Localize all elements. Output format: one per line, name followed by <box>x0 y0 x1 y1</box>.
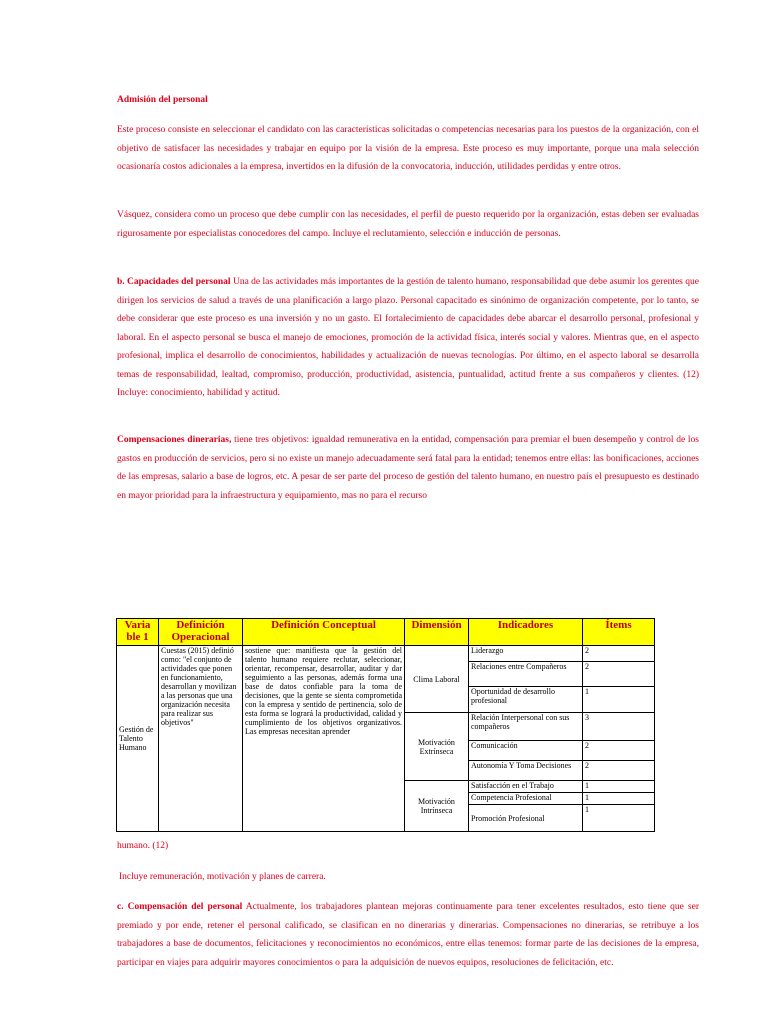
dimension-clima-laboral: Clima Laboral <box>405 646 469 713</box>
paragraph-capacidades <box>117 273 699 403</box>
paragraph-compensacion-personal <box>117 898 699 972</box>
item-cell: 2 <box>583 646 655 662</box>
header-def-conceptual: Definición Conceptual <box>243 619 405 646</box>
paragraph-admision-1: Este proceso consiste en seleccionar el candidato con las características solicitadas o competencias necesarias para los puestos de la organización, con el objetivo de satisfacer las necesidades y trabajar en equipo por la visión de la empresa. Este proceso es muy importante, porque una mala selección ocasionaría costos adicionales a la empresa, invertidos en la difusión de la convocatoria, inducción, utilidades perdidas y entre otros. <box>117 125 699 172</box>
def-operacional-cell: Cuestas (2015) definió como: "el conjunto de actividades que ponen en funcionamiento, desarrollan y movilizan a las personas que una organización necesita para realizar sus objetivos" <box>159 646 243 832</box>
capacidades-text: Una de las actividades más importantes de la gestión de talento humano, responsabilidad que debe asumir los gerentes que dirigen los servicios de salud a través de una planificación a largo plazo. Personal capacitado es sinónimo de organización competente, por lo tanto, se debe considerar que este proceso es una inversión y no un gasto. El fortalecimiento de capacidades debe abarcar el desarrollo personal, profesional y laboral. En el aspecto personal se busca el manejo de emociones, promoción de la actividad física, interés social y valores. Mientras que, en el aspecto profesional, implica el desarrollo de conocimientos, habilidades y actualización de nuevas tecnologías. Por último, en el aspecto laboral se desarrolla temas de responsabilidad, lealtad, compromiso, producción, productividad, asistencia, puntualidad, actitud frente a sus compañeros y clientes. (12) Incluye: conocimiento, habilidad y actitud. <box>117 277 699 398</box>
indicator-cell: Competencia Profesional <box>469 793 583 805</box>
compensaciones-text: tiene tres objetivos: igualdad remunerativa en la entidad, compensación para premiar el buen desempeño y control de los gastos en producción de servicios, pero si no existe un manejo adecuadamente será fatal para la entidad; tenemos entre ellas: las bonificaciones, acciones de las empresas, salario a base de logros, etc. A pesar de ser parte del proceso de gestión del talento humano, en nuestro país el presupuesto es destinado en mayor prioridad para la infraestructura y equipamiento, mas no para el recurso <box>117 435 700 501</box>
compensacion-personal-text: Actualmente, los trabajadores plantean mejoras continuamente para tener excelentes resultados, esto tiene que ser premiado y por ende, retener el personal calificado, se clasifican en no dinerarias y dinerarias. Compensaciones no dinerarias, se retribuye a los trabajadores a base de documentos, felicitaciones y reconocimientos no económicos, entre ellas tenemos: formar parte de las decisiones de la empresa, participar en viajes para adquirir mayores conocimientos o para la adquisición de nuevos equipos, resoluciones de felicitación, etc. <box>117 902 699 968</box>
dimension-motivacion-intrinseca: Motivación Intrínseca <box>405 781 469 832</box>
compensacion-personal-title: c. Compensación del personal <box>117 902 243 912</box>
item-cell: 1 <box>583 781 655 793</box>
paragraph-compensaciones <box>117 431 699 505</box>
item-cell: 3 <box>583 713 655 741</box>
compensaciones-title: Compensaciones dinerarias, <box>117 435 232 445</box>
heading-admision: Admisión del personal <box>117 95 208 105</box>
item-cell: 2 <box>583 761 655 781</box>
item-cell: 1 <box>583 687 655 713</box>
def-conceptual-cell: sostiene que: manifiesta que la gestión del talento humano requiere reclutar, seleccionar, orientar, recompensar, desarrollar, auditar y dar seguimiento a las personas, además forma una base de datos confiable para la toma de decisiones, que la gente se sienta comprometida con la empresa y sentido de pertinencia, solo de esta forma se logrará la productividad, calidad y cumplimiento de los objetivos organizativos. Las empresas necesitan aprender <box>243 646 405 832</box>
header-variable: Varia ble 1 <box>117 619 159 646</box>
indicator-cell: Promoción Profesional <box>469 805 583 832</box>
indicator-cell: Relación Interpersonal con sus compañeros <box>469 713 583 741</box>
table-header-row <box>117 619 655 646</box>
indicator-cell: Comunicación <box>469 741 583 761</box>
variables-table <box>116 618 655 832</box>
header-def-operacional: Definición Operacional <box>159 619 243 646</box>
header-dimension: Dimensión <box>405 619 469 646</box>
paragraph-admision-2: Vásquez, considera como un proceso que debe cumplir con las necesidades, el perfil de puesto requerido por la organización, estas deben ser evaluadas rigurosamente por especialistas conocedores del campo. Incluye el reclutamiento, selección e inducción de personas. <box>117 210 699 239</box>
paragraph-incluye: Incluye remuneración, motivación y planes de carrera. <box>119 872 326 882</box>
item-cell: 2 <box>583 741 655 761</box>
paragraph-humano-cont: humano. (12) <box>117 841 169 851</box>
indicator-cell: Autonomía Y Toma Decisiones <box>469 761 583 781</box>
item-cell: 1 <box>583 793 655 805</box>
variable-cell: Gestión de Talento Humano <box>117 646 159 832</box>
dimension-motivacion-extrinseca: Motivación Extrínseca <box>405 713 469 781</box>
item-cell: 2 <box>583 662 655 687</box>
indicator-cell: Satisfacción en el Trabajo <box>469 781 583 793</box>
item-cell: 1 <box>583 805 655 832</box>
indicator-cell: Relaciones entre Compañeros <box>469 662 583 687</box>
indicator-cell: Oportunidad de desarrollo profesional <box>469 687 583 713</box>
header-items: Ítems <box>583 619 655 646</box>
capacidades-title: b. Capacidades del personal <box>117 277 231 287</box>
table-row <box>117 646 655 662</box>
indicator-cell: Liderazgo <box>469 646 583 662</box>
header-indicadores: Indicadores <box>469 619 583 646</box>
